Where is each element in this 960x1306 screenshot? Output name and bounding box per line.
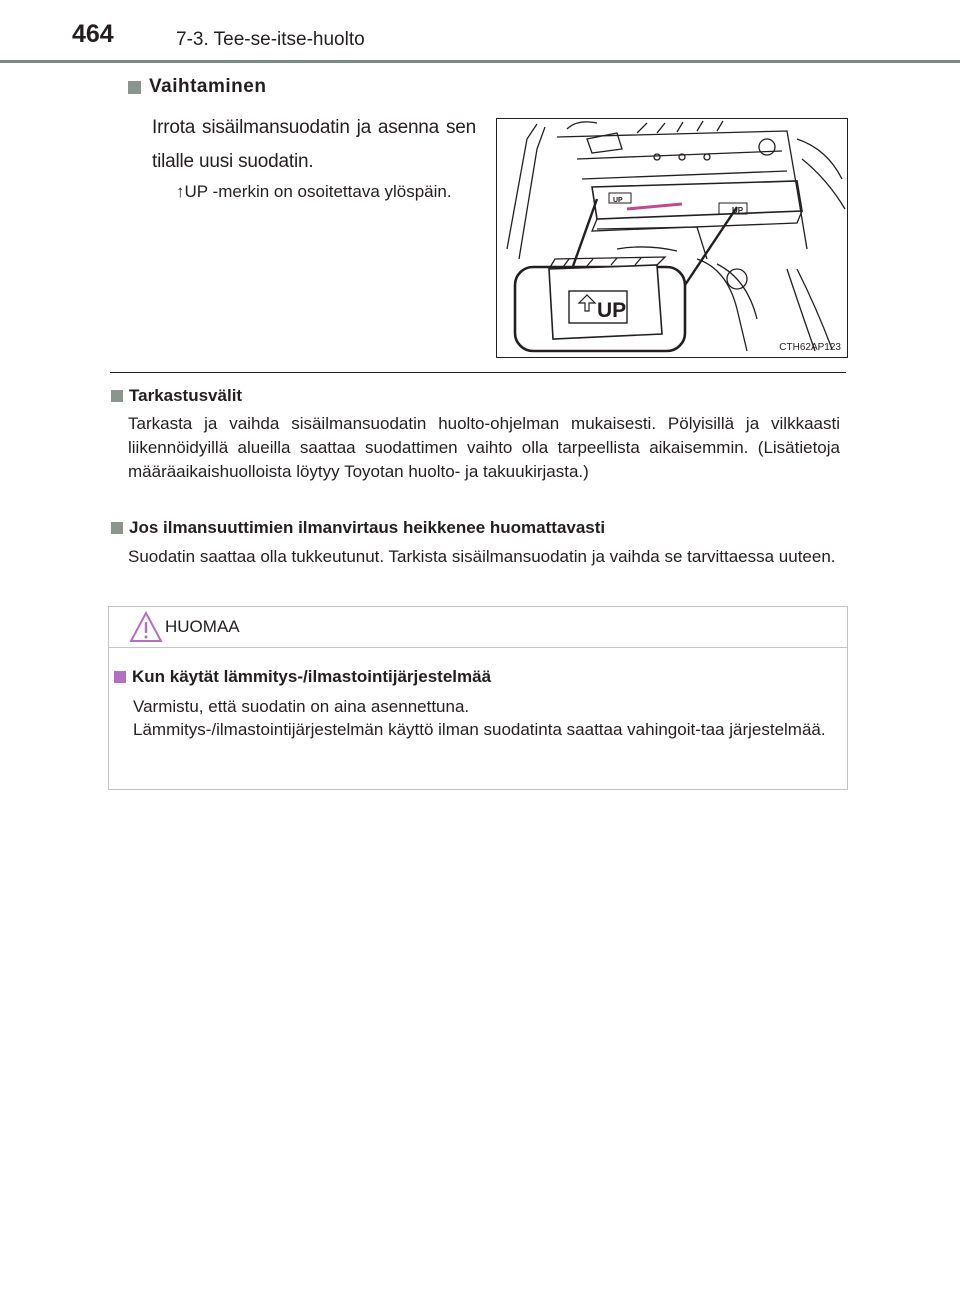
replacement-note xyxy=(176,180,476,204)
caution-line-2: Lämmitys-/ilmastointijärjestelmän käyttö ilman suodatinta saattaa vahingoit-taa järjestelmää. xyxy=(133,720,826,739)
airflow-heading-text: Jos ilmansuuttimien ilmanvirtaus heikkenee huomattavasti xyxy=(129,518,606,537)
bullet-square-icon xyxy=(111,390,123,402)
caution-header xyxy=(109,607,847,648)
section-divider xyxy=(110,372,846,373)
warning-triangle-icon xyxy=(129,611,163,643)
filter-illustration-drawing xyxy=(497,119,847,357)
bullet-square-icon xyxy=(114,671,126,683)
airflow-heading xyxy=(111,518,605,538)
header-rule xyxy=(0,60,960,63)
replacement-heading xyxy=(128,76,266,98)
caution-box xyxy=(108,606,848,790)
airflow-text: Suodatin saattaa olla tukkeutunut. Tarkista sisäilmansuodatin ja vaihda se tarvittaessa uuteen. xyxy=(128,547,836,566)
caution-line-1: Varmistu, että suodatin on aina asennettuna. xyxy=(133,697,470,716)
caution-text xyxy=(133,695,833,741)
filter-up-label-left: UP xyxy=(613,197,623,204)
up-arrow-icon: ↑ xyxy=(176,182,185,201)
figure-code: CTH62AP123 xyxy=(779,342,841,353)
bullet-square-icon xyxy=(128,81,141,94)
inspection-text: Tarkasta ja vaihda sisäilmansuodatin huolto-ohjelman mukaisesti. Pölyisillä ja vilkkaasti liikennöidyillä alueilla saattaa suodattimen vaihto olla tarpeellista aikaisemmin. (Lisätietoja määräaikaishuolloista löytyy Toyotan huolto- ja takuukirjasta.) xyxy=(128,414,840,481)
bullet-square-icon xyxy=(111,522,123,534)
filter-illustration xyxy=(496,118,848,358)
replacement-instruction: Irrota sisäilmansuodatin ja asenna sen tilalle uusi suodatin. xyxy=(152,117,476,172)
page-number: 464 xyxy=(72,20,114,48)
replacement-heading-text: Vaihtaminen xyxy=(149,76,267,97)
section-title: 7-3. Tee-se-itse-huolto xyxy=(176,29,365,50)
caution-heading xyxy=(114,667,491,687)
caution-heading-text: Kun käytät lämmitys-/ilmastointijärjestelmää xyxy=(132,667,492,686)
filter-up-label: UP xyxy=(597,299,627,322)
inspection-heading-text: Tarkastusvälit xyxy=(129,386,243,405)
replacement-note-text: UP -merkin on osoitettava ylöspäin. xyxy=(184,182,452,201)
caution-title: HUOMAA xyxy=(165,617,240,636)
inspection-heading xyxy=(111,386,242,406)
filter-up-label-small: UP xyxy=(732,206,744,215)
